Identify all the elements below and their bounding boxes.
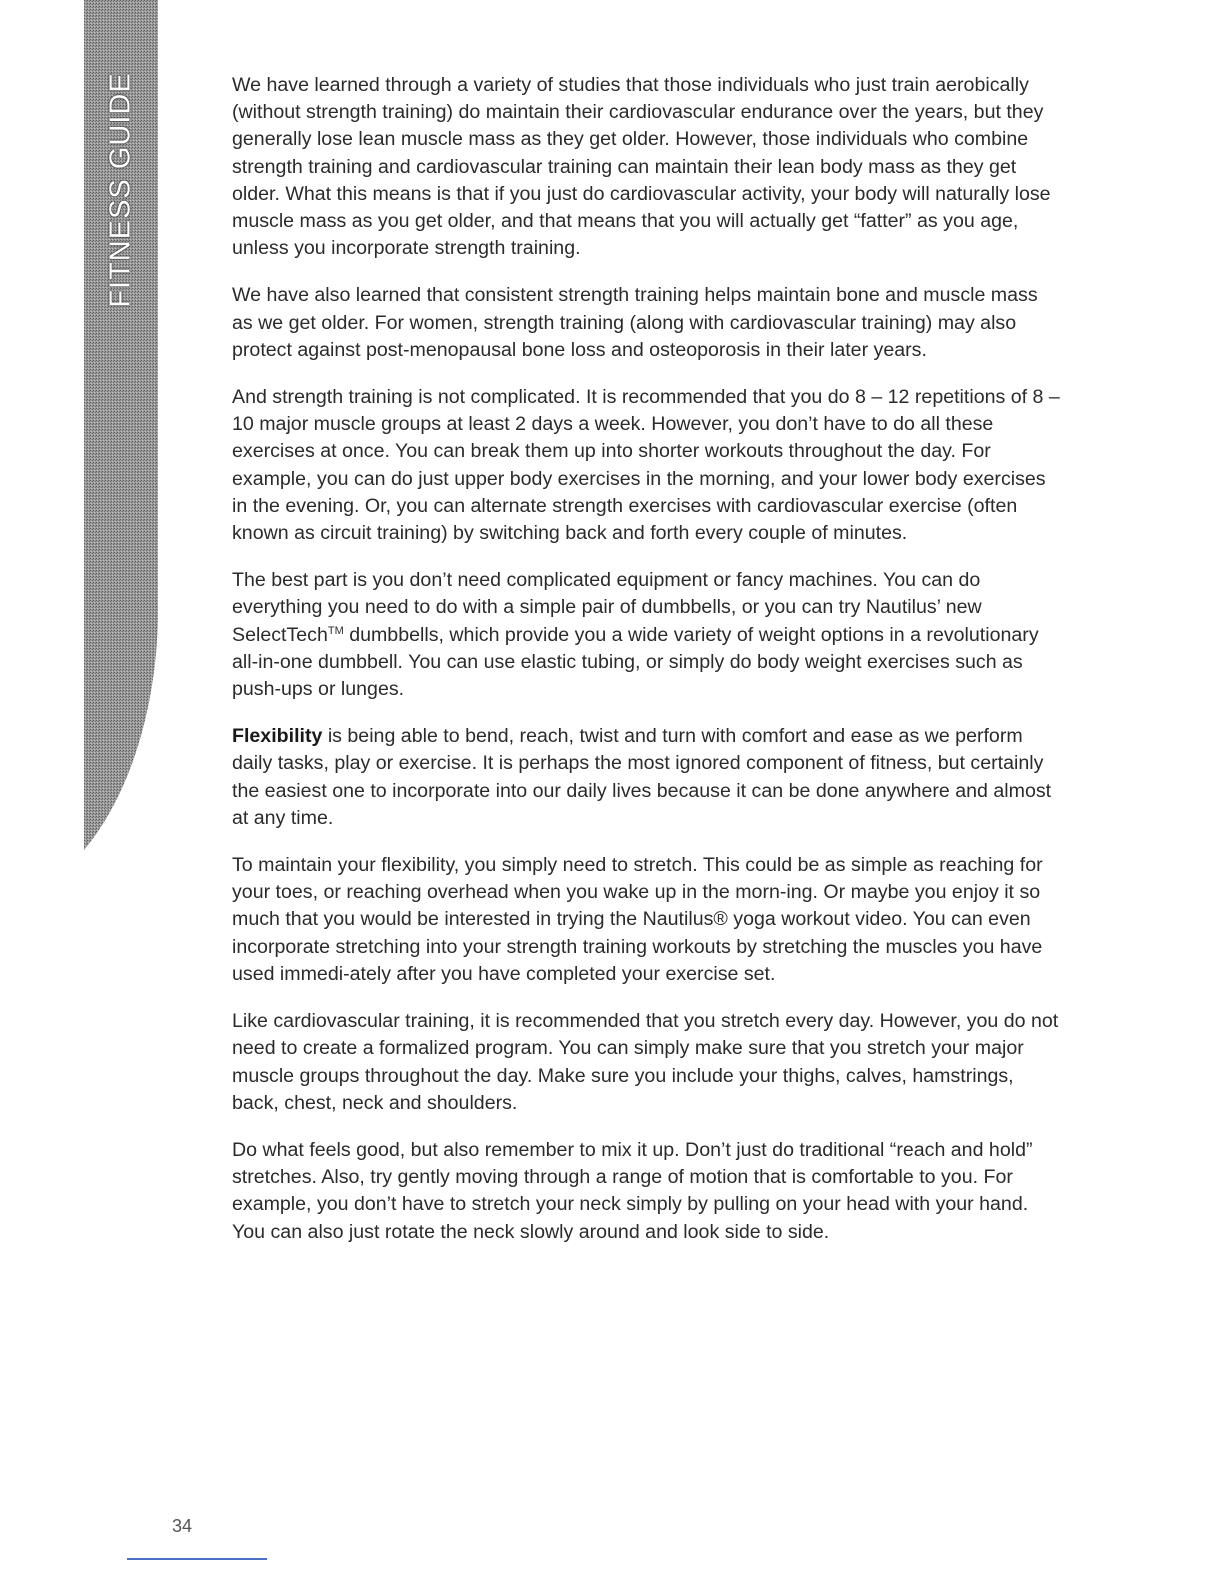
- paragraph-equipment-text-2: dumbbells, which provide you a wide variety of weight options in a revolutionary all-in-one dumbbell. You can use elastic tubing, or simply do body weight exercises such as push-ups or lunges.: [232, 623, 1039, 701]
- paragraph-equipment: [232, 567, 1062, 703]
- paragraph-strength-aging: We have learned through a variety of studies that those individuals who just train aerobically (without strength training) do maintain their cardiovascular endurance over the years, but they generally lose lean muscle mass as they get older. However, those individuals who combine strength training and cardiovascular training can maintain their lean body mass as they get older. What this means is that if you just do cardiovascular activity, your body will naturally lose muscle mass as you get older, and that means that you will actually get “fatter” as you age, unless you incorporate strength training.: [232, 74, 1051, 260]
- paragraph-flexibility-text: is being able to bend, reach, twist and turn with comfort and ease as we perform daily tasks, play or exercise. It is perhaps the most ignored component of fitness, but certainly the easiest one to incorporate into our daily lives because it can be done anywhere and almost at any time.: [232, 725, 1052, 829]
- body-text: [232, 72, 1062, 1266]
- trademark-mark: TM: [327, 624, 344, 637]
- paragraph-bone-mass: We have also learned that consistent strength training helps maintain bone and muscle mass as we get older. For women, strength training (along with cardiovascular training) may also protect against post-menopausal bone loss and osteoporosis in their later years.: [232, 284, 1038, 361]
- side-tab-label: FITNESS GUIDE: [104, 72, 137, 308]
- flexibility-heading: Flexibility: [232, 725, 323, 748]
- page-number: 34: [172, 1516, 193, 1536]
- paragraph-strength-not-complicated: And strength training is not complicated. It is recommended that you do 8 – 12 repetitions of 8 – 10 major muscle groups at least 2 days a week. However, you don’t have to do all these exercises at once. You can break them up into shorter workouts throughout the day. For example, you can do just upper body exercises in the morning, and your lower body exercises in the evening. Or, you can alternate strength exercises with cardiovascular exercise (often known as circuit training) by switching back and forth every couple of minutes.: [232, 386, 1060, 545]
- paragraph-mix-it-up: Do what feels good, but also remember to mix it up. Don’t just do traditional “reach and hold” stretches. Also, try gently moving through a range of motion that is comfortable to you. For example, you don’t have to stretch your neck simply by pulling on your head with your hand. You can also just rotate the neck slowly around and look side to side.: [232, 1138, 1033, 1243]
- paragraph-stretching: To maintain your flexibility, you simply need to stretch. This could be as simple as reaching for your toes, or reaching overhead when you wake up in the morn-ing. Or maybe you enjoy it so much that you would be interested in trying the Nautilus® yoga workout video. You can even incorporate stretching into your strength training workouts by stretching the muscles you have used immedi-ately after you have completed your exercise set.: [232, 854, 1043, 985]
- paragraph-flexibility: [232, 723, 1062, 832]
- paragraph-stretch-daily: Like cardiovascular training, it is recommended that you stretch every day. However, you do not need to create a formalized program. You can simply make sure that you stretch your major muscle groups throughout the day. Make sure you include your thighs, calves, hamstrings, back, chest, neck and shoulders.: [232, 1010, 1059, 1114]
- footer-rule: [127, 1558, 267, 1560]
- paragraph-equipment-text-1: The best part is you don’t need complicated equipment or fancy machines. You can do everything you need to do with a simple pair of dumbbells, or you can try Nautilus’ new SelectTech: [232, 569, 982, 646]
